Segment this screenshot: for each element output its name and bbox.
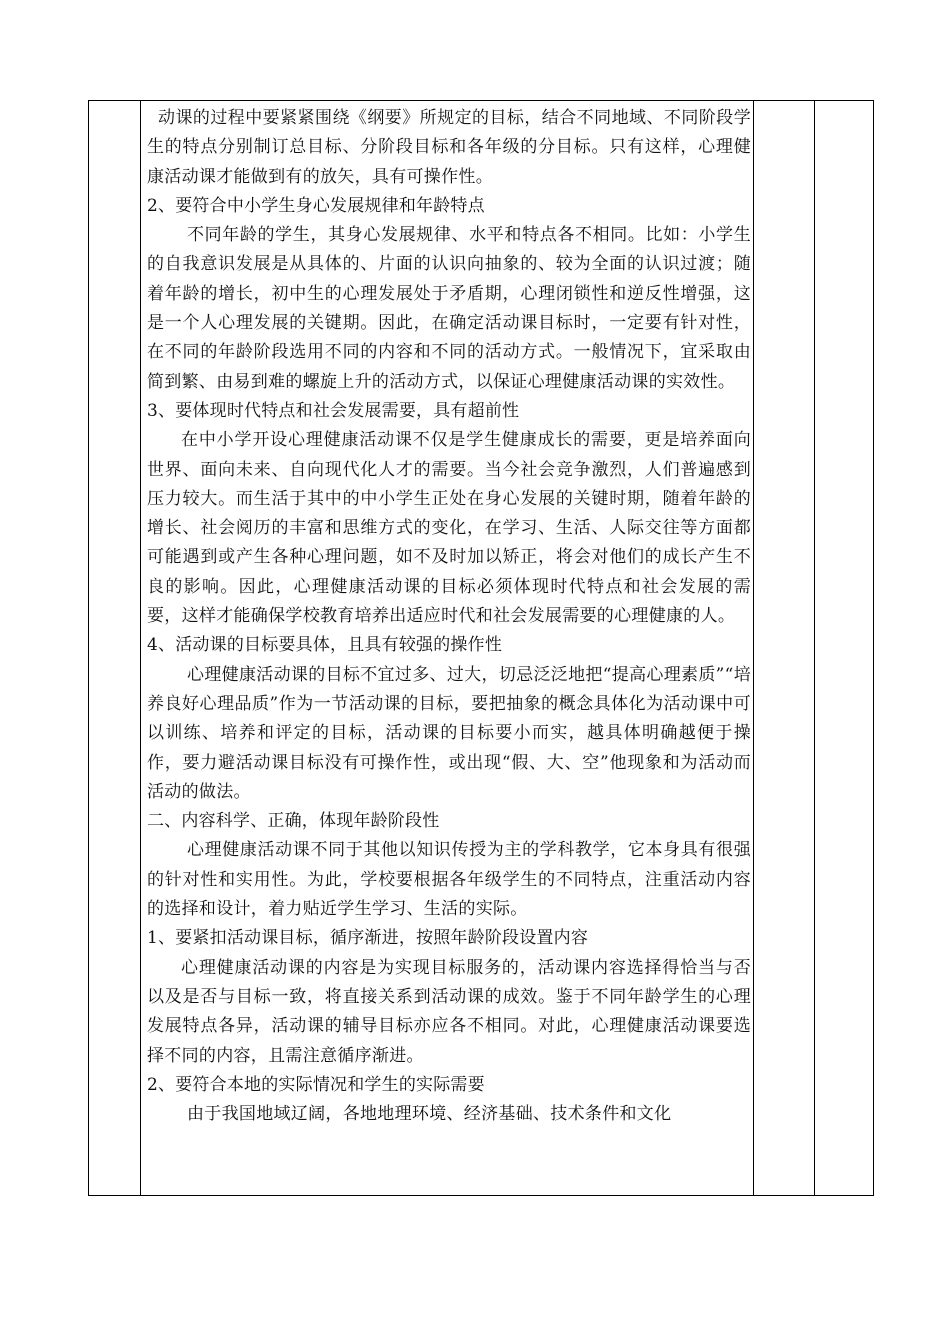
- section-heading: 二、内容科学、正确，体现年龄阶段性: [147, 811, 440, 832]
- section-heading: 4、活动课的目标要具体，且具有较强的操作性: [147, 635, 503, 656]
- section-heading: 3、要体现时代特点和社会发展需要，具有超前性: [147, 400, 520, 421]
- body-paragraph: 心理健康活动课不同于其他以知识传授为主的学科教学，它本身具有很强的针对性和实用性。为此，学校要根据各年级学生的不同特点，注重活动内容的选择和设计，着力贴近学生学习、生活的实际。: [147, 840, 751, 920]
- body-paragraph: 在中小学开设心理健康活动课不仅是学生健康成长的需要，更是培养面向世界、面向未来、自向现代化人才的需要。当今社会竞争激烈，人们普遍感到压力较大。而生活于其中的中小学生正处在身心发展的关键时期，随着年龄的增长、社会阅历的丰富和思维方式的变化，在学习、生活、人际交往等方面都可能遇到或产生各种心理问题，如不及时加以矫正，将会对他们的成长产生不良的影响。因此，心理健康活动课的目标必须体现时代特点和社会发展的需要，这样才能确保学校教育培养出适应时代和社会发展需要的心理健康的人。: [147, 430, 751, 627]
- body-paragraph: 不同年龄的学生，其身心发展规律、水平和特点各不相同。比如：小学生的自我意识发展是从具体的、片面的认识向抽象的、较为全面的认识过渡；随着年龄的增长，初中生的心理发展处于矛盾期，心理闭锁性和逆反性增强，这是一个人心理发展的关键期。因此，在确定活动课目标时，一定要有针对性，在不同的年龄阶段选用不同的内容和不同的活动方式。一般情况下，宜采取由简到繁、由易到难的螺旋上升的活动方式，以保证心理健康活动课的实效性。: [147, 225, 751, 392]
- table-cell-left-margin: [89, 101, 141, 1196]
- body-paragraph: 心理健康活动课的内容是为实现目标服务的，活动课内容选择得恰当与否以及是否与目标一致，将直接关系到活动课的成效。鉴于不同年龄学生的心理发展特点各异，活动课的辅导目标亦应各不相同。对此，心理健康活动课要选择不同的内容，且需注意循序渐进。: [147, 957, 751, 1066]
- table-cell-right-1: [754, 101, 815, 1196]
- body-paragraph: 动课的过程中要紧紧围绕《纲要》所规定的目标，结合不同地域、不同阶段学生的特点分别制订总目标、分阶段目标和各年级的分目标。只有这样，心理健康活动课才能做到有的放矢，具有可操作性。: [147, 108, 751, 187]
- document-body: [141, 101, 753, 1195]
- section-heading: 1、要紧扣活动课目标，循序渐进，按照年龄阶段设置内容: [147, 928, 589, 949]
- body-paragraph: 由于我国地域辽阔，各地地理环境、经济基础、技术条件和文化: [187, 1104, 672, 1125]
- table-row: [89, 101, 874, 1196]
- table-cell-right-2: [815, 101, 874, 1196]
- body-paragraph: 心理健康活动课的目标不宜过多、过大，切忌泛泛地把“提高心理素质”“培养良好心理品质”作为一节活动课的目标，要把抽象的概念具体化为活动课中可以训练、培养和评定的目标，活动课的目标要小而实，越具体明确越便于操作，要力避活动课目标没有可操作性，或出现“假、大、空”他现象和为活动而活动的做法。: [147, 664, 751, 802]
- section-heading: 2、要符合本地的实际情况和学生的实际需要: [147, 1074, 485, 1095]
- document-table: [88, 100, 874, 1196]
- section-heading: 2、要符合中小学生身心发展规律和年龄特点: [147, 195, 485, 216]
- table-cell-content: [141, 101, 754, 1196]
